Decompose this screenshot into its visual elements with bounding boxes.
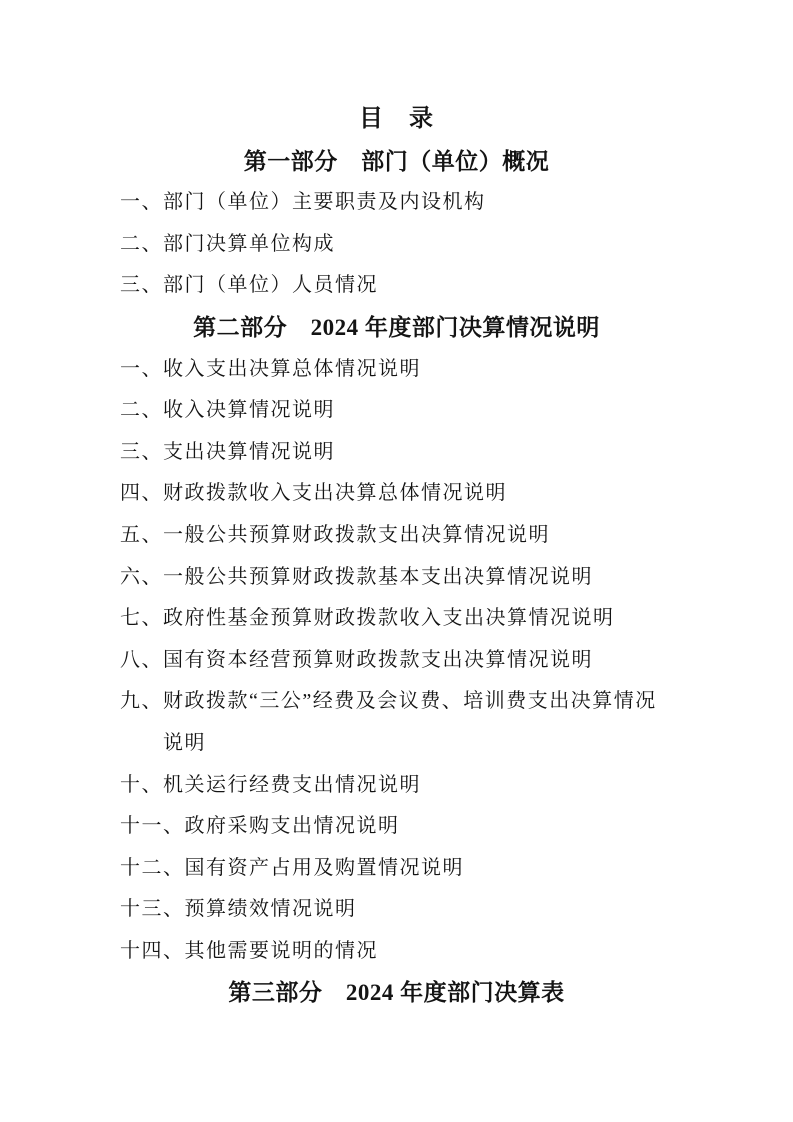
part-1-heading: 第一部分 部门（单位）概况 [243, 148, 550, 174]
toc-item: 七、政府性基金预算财政拨款收入支出决算情况说明 [120, 607, 615, 630]
toc-item: 三、支出决算情况说明 [120, 440, 335, 463]
toc-item: 一、收入支出决算总体情况说明 [120, 357, 421, 380]
toc-item-continuation: 说明 [163, 731, 206, 754]
toc-item: 八、国有资本经营预算财政拨款支出决算情况说明 [120, 648, 593, 671]
toc-item: 十三、预算绩效情况说明 [120, 898, 357, 921]
toc-item: 四、财政拨款收入支出决算总体情况说明 [120, 482, 507, 505]
toc-item: 三、部门（单位）人员情况 [120, 274, 378, 297]
part-2-heading: 第二部分 2024 年度部门决算情况说明 [193, 314, 600, 340]
toc-item: 一、部门（单位）主要职责及内设机构 [120, 191, 486, 214]
toc-item: 二、收入决算情况说明 [120, 399, 335, 422]
toc-item: 十、机关运行经费支出情况说明 [120, 773, 421, 796]
toc-item: 二、部门决算单位构成 [120, 232, 335, 255]
toc-item: 九、财政拨款“三公”经费及会议费、培训费支出决算情况 [120, 690, 657, 713]
toc-item: 十二、国有资产占用及购置情况说明 [120, 856, 464, 879]
toc-item: 六、一般公共预算财政拨款基本支出决算情况说明 [120, 565, 593, 588]
toc-item: 五、一般公共预算财政拨款支出决算情况说明 [120, 523, 550, 546]
toc-item: 十一、政府采购支出情况说明 [120, 815, 400, 838]
toc-item: 十四、其他需要说明的情况 [120, 939, 378, 962]
page-title: 目 录 [359, 106, 434, 132]
part-3-heading: 第三部分 2024 年度部门决算表 [228, 980, 565, 1006]
